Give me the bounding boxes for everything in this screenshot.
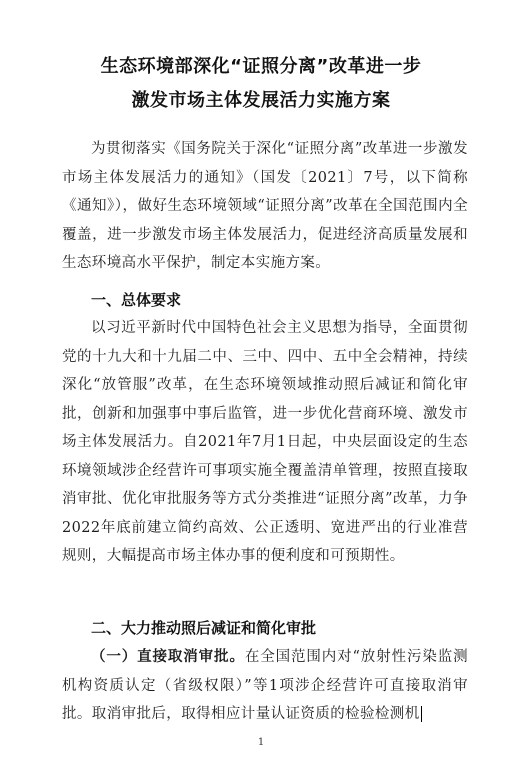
subsection-1-paragraph (62, 643, 468, 729)
intro-paragraph: 为贯彻落实《国务院关于深化“证照分离”改革进一步激发市场主体发展活力的通知》（国发〔2021〕7号，以下简称《通知》），做好生态环境领域“证照分离”改革在全国范围内全覆盖，进一步激发市场主体发展活力，促进经济高质量发展和生态环境高水平保护，制定本实施方案。 (62, 141, 468, 271)
section-1-heading: 一、总体要求 (91, 291, 182, 309)
document-title-line-2: 激发市场主体发展活力实施方案 (131, 90, 391, 111)
document-title-line-1: 生态环境部深化“证照分离”改革进一步 (100, 56, 422, 77)
subsection-1-text: 在全国范围内对“放射性污染监测机构资质认定（省级权限）”等1项涉企经营许可直接取消审批。取消审批后，取得相应计量认证资质的检验检测机 (62, 649, 468, 722)
subsection-1-label: （一）直接取消审批。 (91, 649, 245, 665)
section-2-heading: 二、大力推动照后减证和简化审批 (91, 619, 317, 637)
page-number: 1 (257, 737, 265, 748)
section-1-paragraph: 以习近平新时代中国特色社会主义思想为指导，全面贯彻党的十九大和十九届二中、三中、四中、五中全会精神，持续深化“放管服”改革，在生态环境领域推动照后减证和简化审批，创新和加强事中事后监管，进一步优化营商环境、激发市场主体发展活力。自2021年7月1日起，中央层面设定的生态环境领域涉企经营许可事项实施全覆盖清单管理，按照直接取消审批、优化审批服务等方式分类推进“证照分离”改革，力争2022年底前建立简约高效、公正透明、宽进严出的行业准营规则，大幅提高市场主体办事的便利度和可预期性。 (62, 320, 468, 564)
text-cursor (421, 706, 422, 722)
